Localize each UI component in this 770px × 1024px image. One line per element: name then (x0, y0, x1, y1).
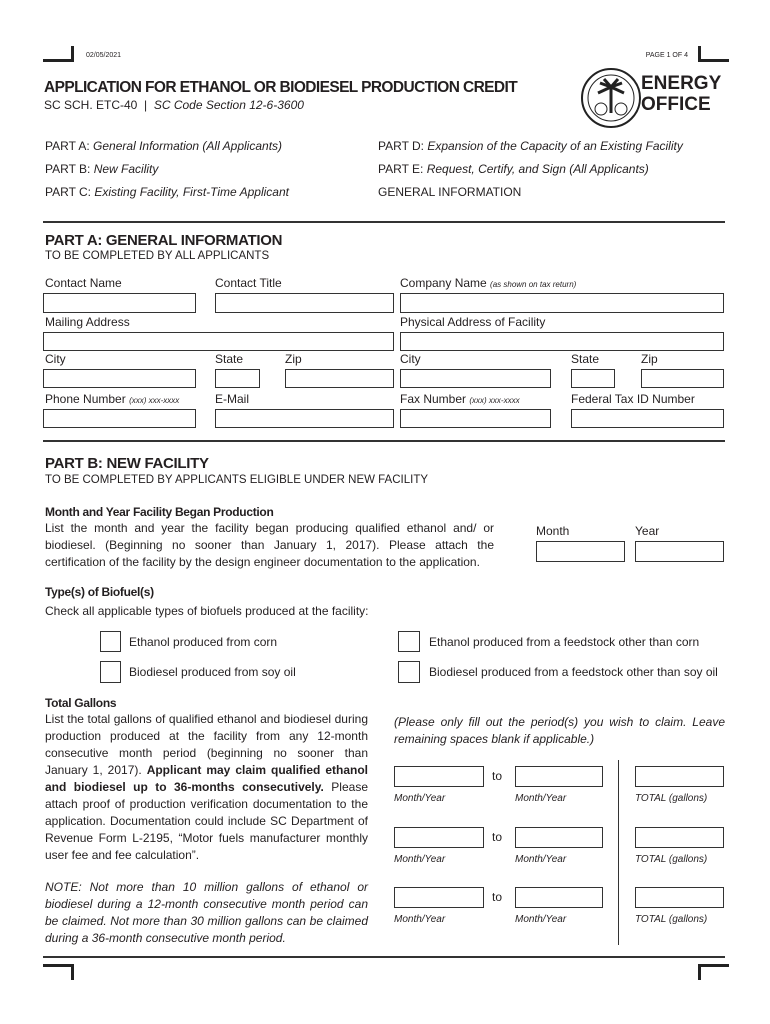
to-label: to (492, 830, 503, 844)
phone-label: Phone Number (xxx) xxx-xxxx (45, 392, 180, 406)
facility-city-label: City (400, 352, 421, 366)
column-divider (618, 760, 619, 945)
contact-name-input[interactable] (43, 293, 196, 313)
mailing-zip-label: Zip (285, 352, 302, 366)
contact-title-label: Contact Title (215, 276, 282, 290)
physical-address-label: Physical Address of Facility (400, 315, 546, 329)
checkbox-biodiesel-soy[interactable] (100, 661, 121, 683)
mailing-zip-input[interactable] (285, 369, 394, 388)
contact-name-label: Contact Name (45, 276, 122, 290)
part-e-link: PART E: Request, Certify, and Sign (All Applicants) (378, 162, 649, 176)
fax-input[interactable] (400, 409, 551, 428)
state-seal-icon (580, 67, 642, 129)
total-gallons-title: Total Gallons (45, 696, 117, 710)
separator: | (144, 98, 148, 112)
mailing-address-label: Mailing Address (45, 315, 130, 329)
facility-city-input[interactable] (400, 369, 551, 388)
contact-title-input[interactable] (215, 293, 394, 313)
physical-address-input[interactable] (400, 332, 724, 351)
period-3-end-input[interactable] (515, 887, 603, 908)
page-number: PAGE 1 OF 4 (645, 52, 688, 59)
begin-month-input[interactable] (536, 541, 625, 562)
begin-year-input[interactable] (635, 541, 724, 562)
period-2-start-input[interactable] (394, 827, 484, 848)
period-3-total-input[interactable] (635, 887, 724, 908)
total-gallons-caption: TOTAL (gallons) (635, 914, 708, 925)
company-name-input[interactable] (400, 293, 724, 313)
month-year-caption: Month/Year (515, 793, 567, 804)
crop-mark (698, 964, 729, 980)
begin-production-title: Month and Year Facility Began Production (45, 505, 274, 519)
part-a-heading: PART A: GENERAL INFORMATION (45, 232, 283, 249)
facility-state-label: State (571, 352, 600, 366)
email-input[interactable] (215, 409, 394, 428)
biofuel-types-title: Type(s) of Biofuel(s) (45, 585, 154, 599)
month-year-caption: Month/Year (394, 793, 446, 804)
code-section: SC Code Section 12-6-3600 (153, 98, 304, 112)
part-d-link: PART D: Expansion of the Capacity of an Existing Facility (378, 139, 683, 153)
month-label: Month (536, 524, 570, 538)
divider (43, 956, 725, 958)
fein-label: Federal Tax ID Number (571, 392, 695, 406)
facility-zip-label: Zip (641, 352, 658, 366)
facility-zip-input[interactable] (641, 369, 724, 388)
fein-input[interactable] (571, 409, 724, 428)
divider (43, 221, 725, 223)
checkbox-biodiesel-other[interactable] (398, 661, 420, 683)
label-ethanol-other: Ethanol produced from a feedstock other than corn (429, 635, 700, 649)
mailing-city-input[interactable] (43, 369, 196, 388)
part-b-link: PART B: New Facility (45, 162, 159, 176)
to-label: to (492, 769, 503, 783)
part-b-subheading: TO BE COMPLETED BY APPLICANTS ELIGIBLE UNDER NEW FACILITY (45, 474, 429, 486)
crop-mark (43, 964, 74, 980)
part-a-subheading: TO BE COMPLETED BY ALL APPLICANTS (45, 250, 270, 262)
form-title: APPLICATION FOR ETHANOL OR BIODIESEL PRODUCTION CREDIT (44, 79, 518, 96)
gallons-limit-note: NOTE: Not more than 10 million gallons of ethanol or biodiesel during a 12-month consecutive month period can be claimed. Not more than 30 million gallons can be claimed during a 36-month consecutive month period. (45, 880, 368, 945)
crop-mark (43, 46, 74, 62)
period-3-start-input[interactable] (394, 887, 484, 908)
divider (43, 440, 725, 442)
period-1-start-input[interactable] (394, 766, 484, 787)
period-note: (Please only fill out the period(s) you wish to claim. Leave remaining spaces blank if applicable.) (394, 715, 725, 746)
schedule-id: SC SCH. ETC-40 (44, 98, 138, 112)
part-c-link: PART C: Existing Facility, First-Time Applicant (45, 185, 289, 199)
form-subtitle (44, 98, 304, 112)
year-label: Year (635, 524, 660, 538)
begin-production-text: List the month and year the facility began producing qualified ethanol and/ or biodiesel. (Beginning no sooner than January 1, 2017). Please attach the certification of the facility by the design engineer documentation to the application. (45, 521, 494, 569)
mailing-state-label: State (215, 352, 244, 366)
fax-label: Fax Number (xxx) xxx-xxxx (400, 392, 520, 406)
period-2-total-input[interactable] (635, 827, 724, 848)
month-year-caption: Month/Year (394, 914, 446, 925)
biofuel-types-instructions: Check all applicable types of biofuels produced at the facility: (45, 604, 369, 618)
total-gallons-caption: TOTAL (gallons) (635, 854, 708, 865)
to-label: to (492, 890, 503, 904)
email-label: E-Mail (215, 392, 250, 406)
mailing-city-label: City (45, 352, 66, 366)
total-gallons-caption: TOTAL (gallons) (635, 793, 708, 804)
energy-office-logo: ENERGY OFFICE (641, 73, 722, 115)
crop-mark (698, 46, 729, 62)
part-b-heading: PART B: NEW FACILITY (45, 455, 209, 472)
phone-input[interactable] (43, 409, 196, 428)
form-date: 02/05/2021 (86, 52, 122, 59)
month-year-caption: Month/Year (515, 854, 567, 865)
label-biodiesel-other: Biodiesel produced from a feedstock other than soy oil (429, 665, 718, 679)
facility-state-input[interactable] (571, 369, 615, 388)
part-a-link: PART A: General Information (All Applicants) (45, 139, 283, 153)
checkbox-ethanol-corn[interactable] (100, 631, 121, 652)
general-info-link: GENERAL INFORMATION (378, 185, 522, 199)
mailing-state-input[interactable] (215, 369, 260, 388)
period-1-end-input[interactable] (515, 766, 603, 787)
total-gallons-text: List the total gallons of qualified ethanol and biodiesel during production produced at the facility from any 12-month consecutive month period (beginning no sooner than January 1, 2017). Applicant may claim qualified ethanol and biodiesel up to 36-months consecutively. Please attach proof of production verification documentation to the application. Documentation could include SC Department of Revenue Form L-2195, “Motor fuels manufacturer monthly user fee and fee calculation”. (45, 712, 368, 862)
period-2-end-input[interactable] (515, 827, 603, 848)
company-name-label: Company Name (as shown on tax return) (400, 276, 577, 290)
mailing-address-input[interactable] (43, 332, 394, 351)
month-year-caption: Month/Year (515, 914, 567, 925)
label-ethanol-corn: Ethanol produced from corn (129, 635, 278, 649)
checkbox-ethanol-other[interactable] (398, 631, 420, 652)
label-biodiesel-soy: Biodiesel produced from soy oil (129, 665, 296, 679)
period-1-total-input[interactable] (635, 766, 724, 787)
month-year-caption: Month/Year (394, 854, 446, 865)
